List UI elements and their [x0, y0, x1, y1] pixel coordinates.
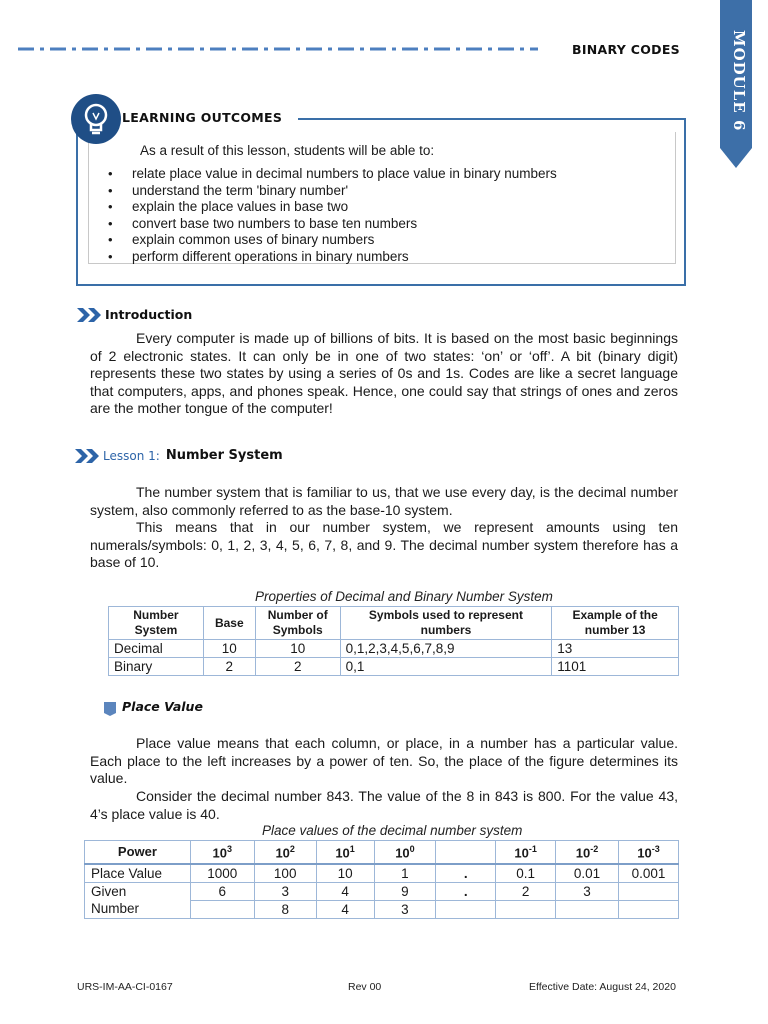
power-cell: $10^3$ [190, 841, 254, 864]
table-row [85, 864, 679, 883]
table-cell [618, 882, 678, 900]
header-dash-line [18, 47, 538, 51]
table-header-cell: Example of the number 13 [552, 607, 679, 640]
list-item: • understand the term 'binary number' [108, 183, 557, 200]
table-cell: 1000 [190, 864, 254, 883]
table-row [85, 882, 679, 900]
table-cell: . [436, 864, 496, 883]
lesson-heading [75, 448, 283, 463]
lesson-prefix: Lesson 1: [103, 448, 160, 463]
list-item: • relate place value in decimal numbers to place value in binary numbers [108, 166, 557, 183]
table-cell: 10 [203, 640, 255, 658]
table-cell: 1 [374, 864, 436, 883]
table-cell: 10 [255, 640, 340, 658]
table-cell [556, 900, 619, 918]
number-system-table [108, 606, 679, 676]
table-cell: 0,1 [340, 658, 552, 676]
footer-effective-date: Effective Date: August 24, 2020 [529, 981, 676, 993]
introduction-heading [77, 307, 192, 322]
table-cell: 4 [316, 900, 374, 918]
table2-caption: Place values of the decimal number system [262, 823, 523, 838]
power-cell [436, 841, 496, 864]
table-header-cell: Base [203, 607, 255, 640]
place-values-table [84, 840, 679, 919]
table-header-row [109, 607, 679, 640]
table-cell: 1101 [552, 658, 679, 676]
table-header-cell: Number of Symbols [255, 607, 340, 640]
power-cell: $10^{-3}$ [618, 841, 678, 864]
table-cell: 10 [316, 864, 374, 883]
table-row [85, 900, 679, 918]
footer-document-code: URS-IM-AA-CI-0167 [77, 981, 173, 993]
learning-outcomes-title: LEARNING OUTCOMES [122, 110, 283, 125]
table-cell: 9 [374, 882, 436, 900]
table-header-row [85, 841, 679, 864]
table-cell: 3 [374, 900, 436, 918]
table-cell: 3 [556, 882, 619, 900]
table-cell: 2 [203, 658, 255, 676]
table-cell: 100 [254, 864, 316, 883]
table-cell: Decimal [109, 640, 204, 658]
table-row [109, 658, 679, 676]
table-cell: 2 [255, 658, 340, 676]
table-cell [496, 900, 556, 918]
table-cell: 0.01 [556, 864, 619, 883]
table-cell: 0,1,2,3,4,5,6,7,8,9 [340, 640, 552, 658]
table-header-cell: Number System [109, 607, 204, 640]
learning-outcomes-intro: As a result of this lesson, students will be able to: [140, 143, 435, 158]
table-cell: 0.001 [618, 864, 678, 883]
learning-outcomes-list [108, 166, 557, 265]
power-cell: $10^0$ [374, 841, 436, 864]
table1-caption: Properties of Decimal and Binary Number System [255, 589, 553, 604]
table-cell: 6 [190, 882, 254, 900]
table-cell: 2 [496, 882, 556, 900]
power-cell: $10^2$ [254, 841, 316, 864]
list-item: • explain the place values in base two [108, 199, 557, 216]
table-cell [190, 900, 254, 918]
power-cell: $10^{-1}$ [496, 841, 556, 864]
table-header-cell: Symbols used to represent numbers [340, 607, 552, 640]
table-cell: Given [85, 882, 191, 900]
introduction-paragraph: Every computer is made up of billions of bits. It is based on the most basic beginnings of 2 electronic states. It can only be in one of two states: ‘on’ or ‘off’. A bit (binary digit) represents these two states by using a series of 0s and 1s. Codes are like a secret language that computers, apps, and phones speak. Hence, one could say that strings of ones and zeros are the mother tongue of the computer! [90, 330, 678, 416]
lightbulb-icon [70, 93, 122, 145]
table-cell: 13 [552, 640, 679, 658]
table-cell: Number [85, 900, 191, 918]
bookmark-icon [103, 702, 117, 716]
table-cell: 8 [254, 900, 316, 918]
table-cell: . [436, 882, 496, 900]
list-item: • convert base two numbers to base ten numbers [108, 216, 557, 233]
lesson-title: Number System [165, 448, 283, 463]
table-cell: 3 [254, 882, 316, 900]
place-value-heading: Place Value [122, 699, 203, 714]
table-row [109, 640, 679, 658]
list-item: • perform different operations in binary numbers [108, 249, 557, 266]
lesson-paragraph-1: The number system that is familiar to us, that we use every day, is the decimal number system, also commonly referred to as the base-10 system. [90, 484, 678, 518]
table-cell [618, 900, 678, 918]
double-chevron-right-icon [75, 449, 101, 463]
place-value-paragraph-2: Consider the decimal number 843. The value of the 8 in 843 is 800. For the value 43, 4’s place value is 40. [90, 788, 678, 822]
table-cell: 0.1 [496, 864, 556, 883]
footer-revision: Rev 00 [348, 981, 382, 993]
table-cell [436, 900, 496, 918]
table-cell: 4 [316, 882, 374, 900]
lesson-paragraph-2: This means that in our number system, we represent amounts using ten numerals/symbols: 0, 1, 2, 3, 4, 5, 6, 7, 8, and 9. The decimal number system therefore has a base of 10. [90, 519, 678, 570]
page-header-title: BINARY CODES [572, 42, 680, 57]
double-chevron-right-icon [77, 308, 103, 322]
module-label: MODULE 6 [730, 30, 748, 132]
list-item: • explain common uses of binary numbers [108, 232, 557, 249]
power-cell: $10^{-2}$ [556, 841, 619, 864]
table-cell: Binary [109, 658, 204, 676]
table-header-cell: Power [85, 841, 191, 864]
power-cell: $10^1$ [316, 841, 374, 864]
table-cell: Place Value [85, 864, 191, 883]
place-value-paragraph-1: Place value means that each column, or place, in a number has a particular value. Each place to the left increases by a power of ten. So, the place of the figure determines its value. [90, 735, 678, 786]
introduction-heading-label: Introduction [105, 307, 193, 322]
